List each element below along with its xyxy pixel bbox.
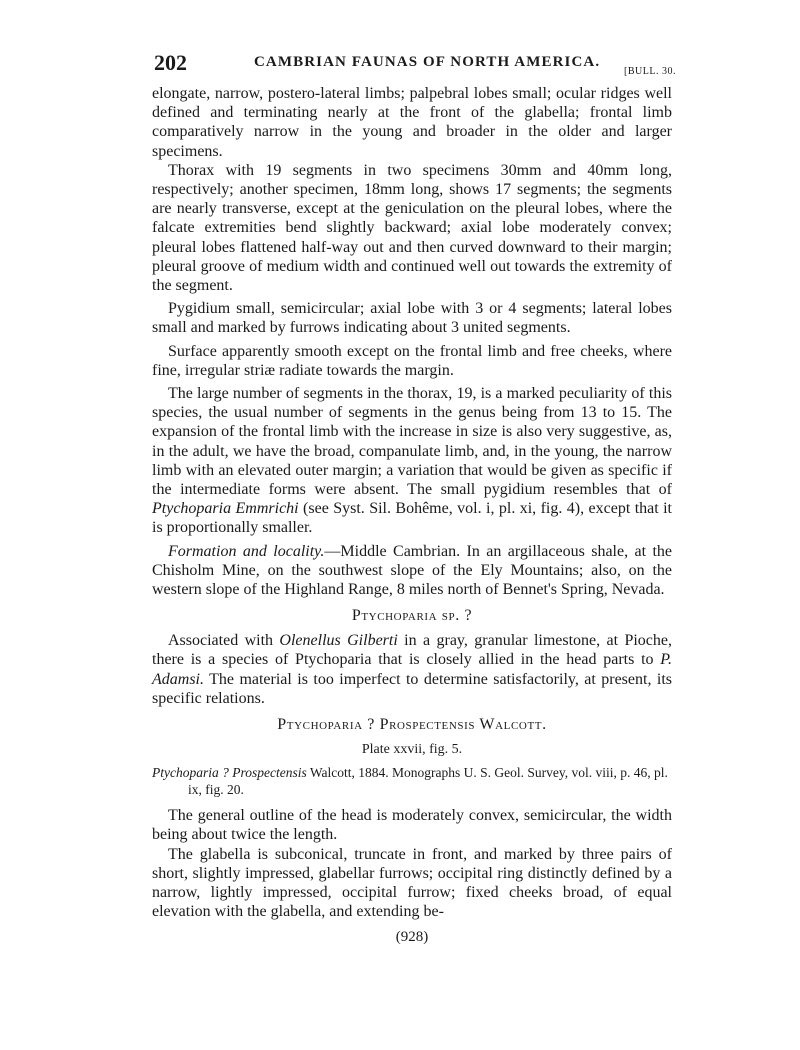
- associated-text-a: Associated with: [168, 632, 280, 650]
- paragraph-thorax: Thorax with 19 segments in two specimens 30mm and 40mm long, respectively; another specimen, 18mm long, shows 17 segments; the segments are nearly transverse, except at the geniculation on the pleural lobes, where the falcate extremities bend slightly backward; axial lobe moderately convex; pleural lobes flattened half-way out and then curved downward to their margin; pleural groove of medium width and continued well out towards the extremity of the segment.: [152, 161, 672, 295]
- paragraph-head-outline: The general outline of the head is moderately convex, semicircular, the width being about twice the length.: [152, 807, 672, 844]
- reference-species-name: Ptychoparia ? Prospectensis: [152, 765, 307, 781]
- running-title: CAMBRIAN FAUNAS OF NORTH AMERICA.: [254, 54, 601, 70]
- formation-locality-text: —Middle Cambrian. In an argillaceous shale, at the Chisholm Mine, on the southwest slope of the Ely Mountains; also, on the western slope of the Highland Range, 8 miles north of Bennet's Spring, Nevada.: [152, 542, 673, 599]
- paragraph-pygidium: Pygidium small, semicircular; axial lobe with 3 or 4 segments; lateral lobes small and marked by furrows indicating about 3 united segments.: [152, 300, 672, 337]
- paragraph-glabella: The glabella is subconical, truncate in front, and marked by three pairs of short, slightly impressed, glabellar furrows; occipital ring distinctly defined by a narrow, lightly impressed, occipital furrow; fixed cheeks broad, of equal elevation with the glabella, and extending be-: [152, 845, 672, 921]
- associated-text-e: The material is too imperfect to determine satisfactorily, at present, its specific relations.: [152, 670, 672, 707]
- page-footer-number: (928): [395, 929, 429, 946]
- bibliographic-reference: [152, 764, 672, 798]
- reference-text: Walcott, 1884. Monographs U. S. Geol. Survey, vol. viii, p. 46, pl. ix, fig. 20.: [188, 765, 668, 798]
- species-name-emmrichi: Ptychoparia Emmrichi: [152, 500, 299, 518]
- paragraph-associated: [152, 631, 672, 708]
- species-name-olenellus: Olenellus Gilberti: [279, 632, 398, 650]
- paragraph-remarks: [152, 384, 672, 538]
- remarks-text-c: (see Syst. Sil. Bohême, vol. i, pl. xi, fig. 4), except that it is proportionally smaller.: [152, 500, 673, 537]
- page-number: 202: [154, 50, 187, 75]
- species-name-adamsi: P. Adamsi.: [152, 651, 672, 688]
- page-header: [152, 44, 676, 84]
- page: [152, 44, 676, 946]
- formation-locality-label: Formation and locality.: [168, 542, 325, 560]
- bulletin-reference: [BULL. 30.: [624, 66, 676, 77]
- paragraph-head-description: elongate, narrow, postero-lateral limbs; palpebral lobes small; ocular ridges well defined and terminating nearly at the front of the glabella; frontal limb comparatively narrow in the young and broader in the older and larger specimens.: [152, 85, 672, 160]
- remarks-text-a: The large number of segments in the thorax, 19, is a marked peculiarity of this species, the usual number of segments in the genus being from 13 to 15. The expansion of the frontal limb with the increase in size is also very suggestive, as, in the adult, we have the broad, companulate limb, and, in the young, the narrow limb with an elevated outer margin; a variation that would be given as specific if the intermediate forms were absent. The small pygidium resembles that of: [152, 385, 672, 499]
- paragraph-formation-locality: [152, 542, 672, 600]
- plate-reference: Plate xxvii, fig. 5.: [361, 742, 463, 758]
- associated-text-c: in a gray, granular limestone, at Pioche, there is a species of Ptychoparia that is closely allied in the head parts to: [152, 632, 673, 669]
- section-heading-ptychoparia-sp: Ptychoparia sp. ?: [351, 607, 473, 625]
- paragraph-surface: Surface apparently smooth except on the frontal limb and free cheeks, where fine, irregular striæ radiate towards the margin.: [152, 342, 672, 379]
- section-heading-prospectensis: Ptychoparia ? Prospectensis Walcott.: [277, 716, 547, 734]
